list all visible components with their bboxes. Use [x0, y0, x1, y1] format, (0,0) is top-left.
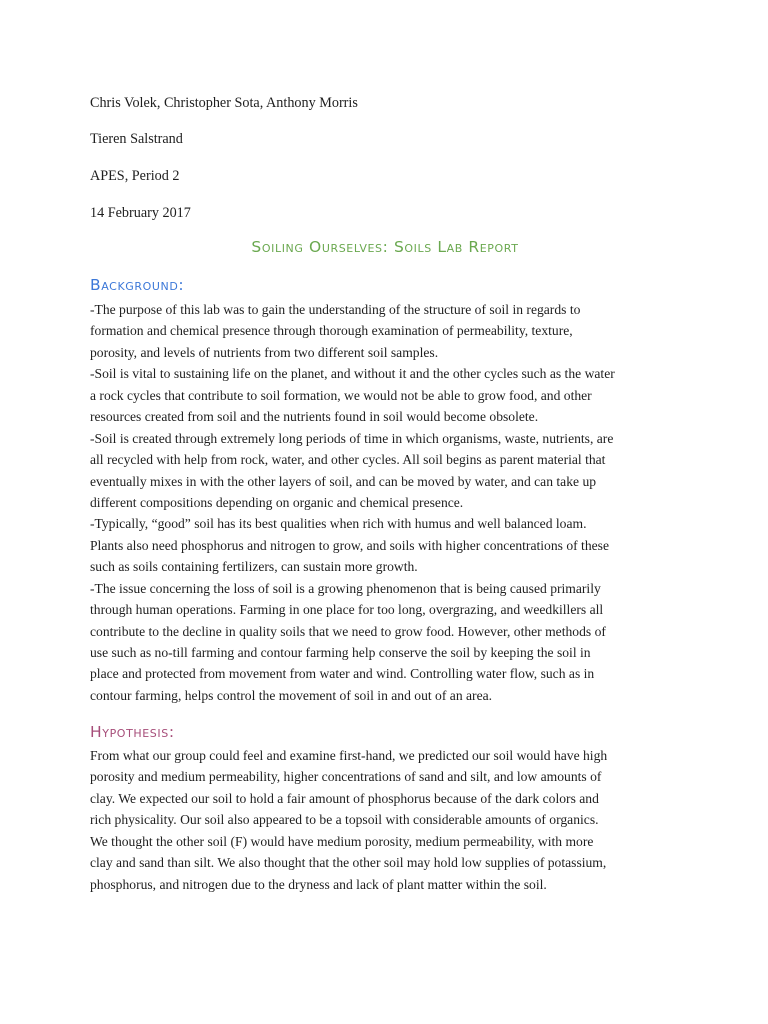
report-date: 14 February 2017 [90, 205, 191, 221]
background-text-line: contour farming, helps control the movement of soil in and out of an area. [90, 687, 493, 703]
background-text-line: resources created from soil and the nutrients found in soil would become obsolete. [90, 409, 539, 425]
hypothesis-text-line: clay. We expected our soil to hold a fair amount of phosphorus because of the dark colors and [90, 790, 599, 806]
background-text-line: use such as no-till farming and contour farming help conserve the soil by keeping the soil in [90, 645, 591, 660]
background-text-line: contribute to the decline in quality soils that we need to grow food. However, other methods of [90, 623, 606, 639]
class-period: APES, Period 2 [90, 168, 180, 184]
hypothesis-section [90, 745, 680, 895]
hypothesis-text-line: We thought the other soil (F) would have medium porosity, medium permeability, with more [90, 833, 594, 849]
hypothesis-heading: Hypothesis: [90, 723, 175, 741]
background-text-line: place and protected from movement from water and wind. Controlling water flow, such as in [90, 666, 595, 682]
background-text-line: Plants also need phosphorus and nitrogen to grow, and soils with higher concentrations of these [90, 537, 609, 553]
background-text-line: -Typically, “good” soil has its best qualities when rich with humus and well balanced loam. [90, 516, 587, 532]
hypothesis-text-line: rich physicality. Our soil also appeared to be a topsoil with considerable amounts of organics. [90, 812, 599, 828]
background-heading: Background: [90, 276, 185, 294]
background-text-line: a rock cycles that contribute to soil formation, we would not be able to grow food, and other [90, 387, 592, 403]
background-text-line: porosity, and levels of nutrients from two different soil samples. [90, 344, 439, 360]
teacher-name: Tieren Salstrand [90, 131, 183, 147]
background-text-line: eventually mixes in with the other layers of soil, and can be moved by water, and can take up [90, 473, 597, 489]
background-text-line: such as soils containing fertilizers, can sustain more growth. [90, 559, 418, 575]
hypothesis-text-line: From what our group could feel and examine first-hand, we predicted our soil would have high [90, 748, 608, 763]
report-title: Soiling Ourselves: Soils Lab Report [251, 238, 519, 256]
background-text-line: through human operations. Farming in one place for too long, overgrazing, and weedkillers all [90, 602, 604, 618]
author-names: Chris Volek, Christopher Sota, Anthony Morris [90, 95, 358, 111]
background-text-line: -The issue concerning the loss of soil is a growing phenomenon that is being caused primarily [90, 580, 601, 596]
hypothesis-text-line: clay and sand than silt. We also thought that the other soil may hold low supplies of potassium, [90, 855, 607, 871]
background-text-line: -Soil is created through extremely long periods of time in which organisms, waste, nutrients, are [90, 430, 614, 446]
background-text-line: -The purpose of this lab was to gain the understanding of the structure of soil in regards to [90, 302, 581, 317]
hypothesis-text-line: phosphorus, and nitrogen due to the dryness and lack of plant matter within the soil. [90, 876, 547, 892]
background-text-line: formation and chemical presence through thorough examination of permeability, texture, [90, 323, 573, 339]
background-section [90, 299, 680, 706]
background-text-line: all recycled with help from rock, water, and other cycles. All soil begins as parent material that [90, 452, 606, 468]
background-text-line: different compositions depending on organic and chemical presence. [90, 494, 464, 510]
background-text-line: -Soil is vital to sustaining life on the planet, and without it and the other cycles such as the water [90, 366, 615, 382]
hypothesis-text-line: porosity and medium permeability, higher concentrations of sand and silt, and low amounts of [90, 769, 602, 785]
